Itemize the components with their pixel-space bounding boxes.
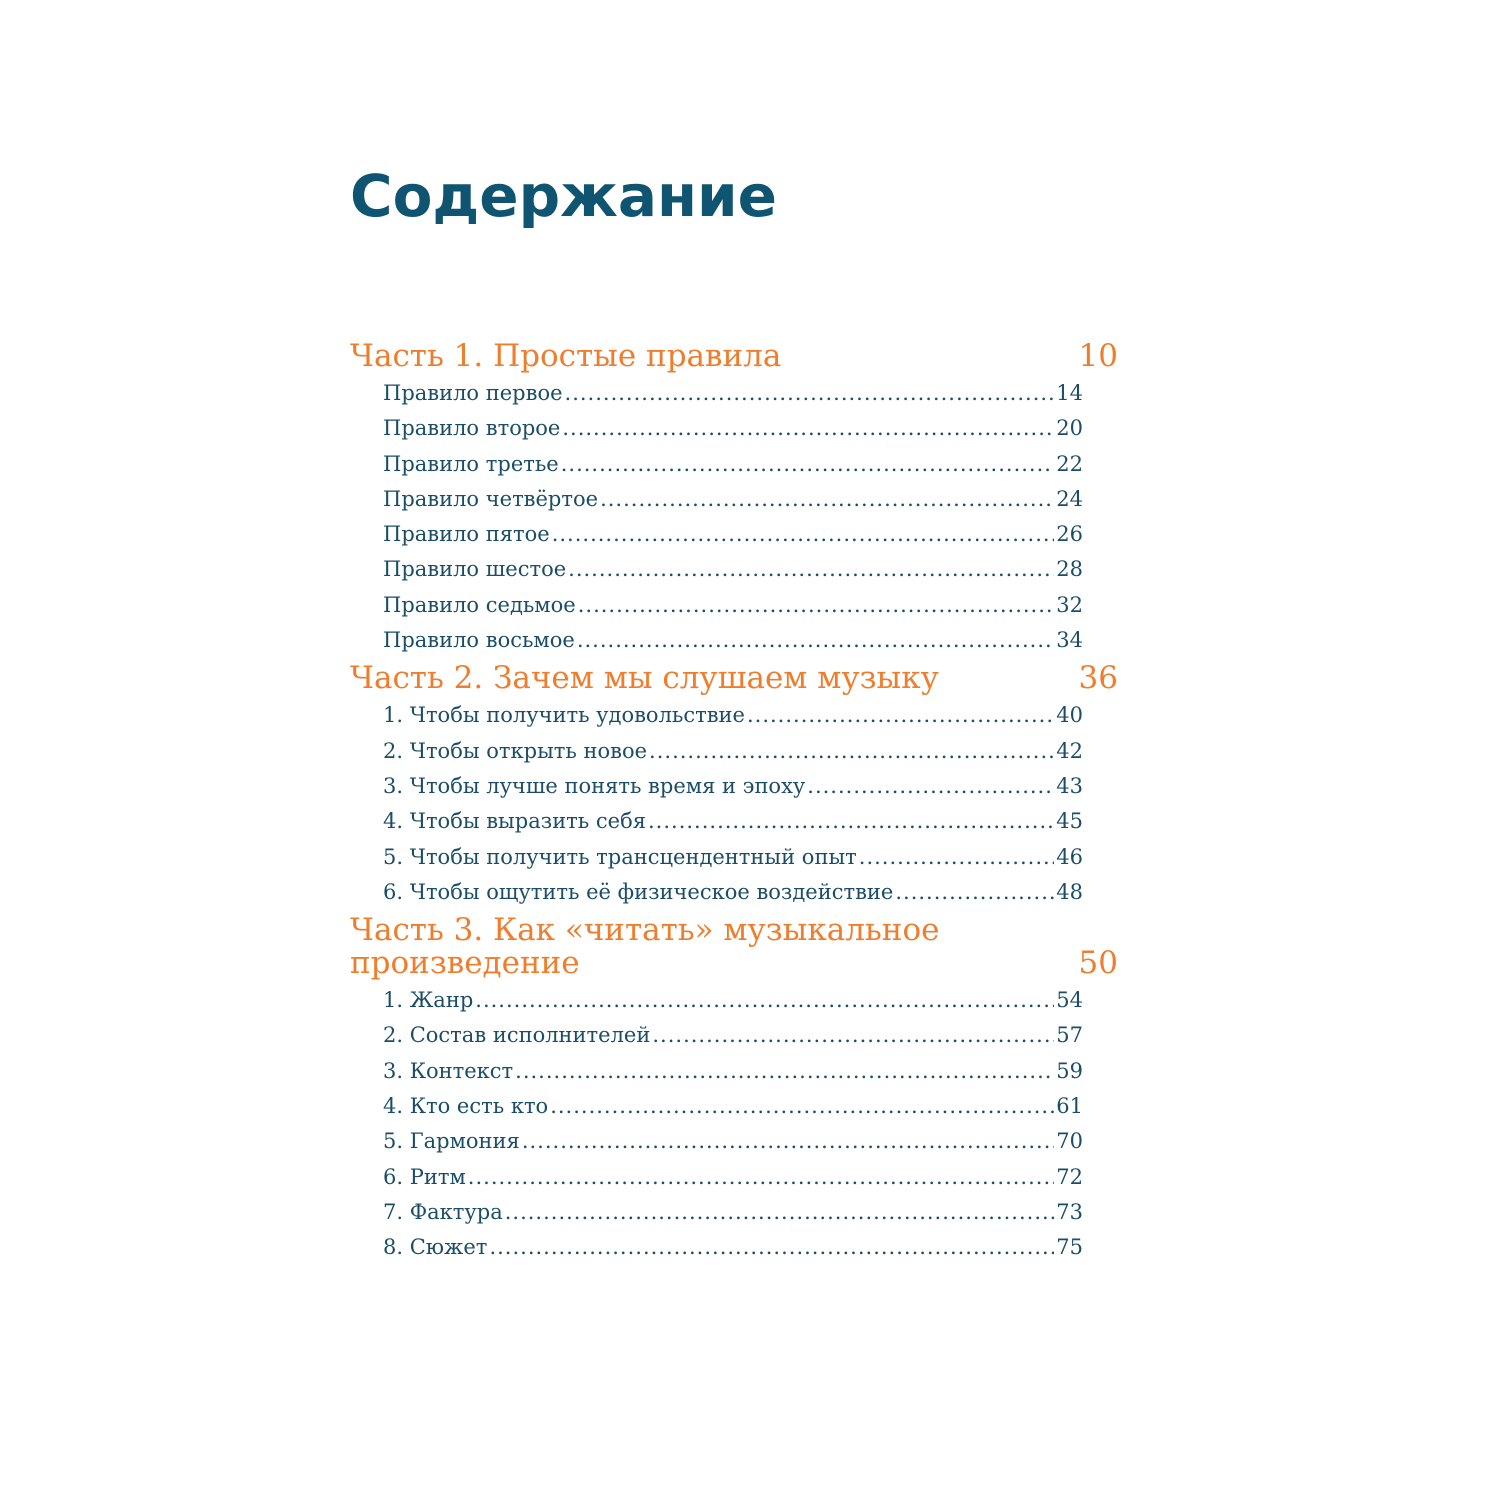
toc-part-2 xyxy=(350,662,1118,910)
toc-entry[interactable] xyxy=(383,1195,1083,1230)
toc-entry[interactable] xyxy=(383,1018,1083,1053)
dot-leader xyxy=(565,376,1055,411)
entry-list xyxy=(350,376,1118,658)
part-page-number: 10 xyxy=(1078,338,1118,374)
dot-leader xyxy=(550,1089,1054,1124)
dot-leader xyxy=(747,698,1054,733)
entry-label: 2. Чтобы открыть новое xyxy=(383,738,648,763)
entry-page-number: 48 xyxy=(1056,879,1083,904)
toc-entry[interactable] xyxy=(383,552,1083,587)
entry-label: 8. Сюжет xyxy=(383,1235,488,1260)
part-heading[interactable] xyxy=(350,662,1118,695)
dot-leader xyxy=(895,875,1054,910)
entry-page-number: 43 xyxy=(1056,773,1083,798)
entry-page-number: 26 xyxy=(1056,522,1083,547)
part-page-number: 36 xyxy=(1078,660,1118,697)
entry-label: 3. Чтобы лучше понять время и эпоху xyxy=(383,773,806,798)
toc-entry[interactable] xyxy=(383,1124,1083,1159)
toc-entry[interactable] xyxy=(383,983,1083,1018)
entry-label: 1. Чтобы получить удовольствие xyxy=(383,703,745,728)
entry-list xyxy=(350,983,1118,1265)
entry-page-number: 75 xyxy=(1056,1235,1083,1260)
toc-entry[interactable] xyxy=(383,376,1083,411)
entry-label: 3. Контекст xyxy=(383,1058,514,1083)
part-title: Часть 3. Как «читать» музыкальное произведение xyxy=(350,912,940,982)
entry-page-number: 46 xyxy=(1056,844,1083,869)
dot-leader xyxy=(561,447,1055,482)
entry-label: Правило шестое xyxy=(383,557,567,582)
entry-label: Правило седьмое xyxy=(383,592,576,617)
dot-leader xyxy=(578,588,1055,623)
toc-entry[interactable] xyxy=(383,447,1083,482)
entry-label: 6. Чтобы ощутить её физическое воздействие xyxy=(383,879,894,904)
entry-label: 4. Чтобы выразить себя xyxy=(383,809,646,834)
entry-page-number: 42 xyxy=(1056,738,1083,763)
toc-entry[interactable] xyxy=(383,769,1083,804)
entry-label: 2. Состав исполнителей xyxy=(383,1023,651,1048)
entry-label: 1. Жанр xyxy=(383,988,474,1013)
entry-label: Правило восьмое xyxy=(383,628,575,653)
toc-part-3 xyxy=(350,914,1118,1265)
dot-leader xyxy=(468,1160,1054,1195)
entry-label: 4. Кто есть кто xyxy=(383,1094,549,1119)
toc-part-1 xyxy=(350,340,1118,658)
entry-page-number: 59 xyxy=(1056,1058,1083,1083)
dot-leader xyxy=(600,482,1054,517)
entry-label: Правило первое xyxy=(383,381,563,405)
part-page-number: 50 xyxy=(1078,945,1118,982)
dot-leader xyxy=(807,769,1054,804)
entry-label: 6. Ритм xyxy=(383,1164,466,1189)
entry-label: Правило третье xyxy=(383,451,559,476)
entry-list xyxy=(350,698,1118,910)
dot-leader xyxy=(649,734,1054,769)
entry-page-number: 72 xyxy=(1056,1164,1083,1189)
entry-page-number: 61 xyxy=(1056,1094,1083,1119)
toc-entry[interactable] xyxy=(383,411,1083,446)
toc-entry[interactable] xyxy=(383,875,1083,910)
entry-page-number: 20 xyxy=(1056,416,1083,441)
part-title: Часть 2. Зачем мы слушаем музыку xyxy=(350,660,939,697)
toc-entry[interactable] xyxy=(383,734,1083,769)
entry-label: Правило второе xyxy=(383,416,561,441)
page-title: Содержание xyxy=(350,162,778,230)
entry-page-number: 57 xyxy=(1056,1023,1083,1048)
dot-leader xyxy=(652,1018,1054,1053)
entry-label: Правило пятое xyxy=(383,522,550,547)
dot-leader xyxy=(522,1124,1054,1159)
dot-leader xyxy=(859,840,1054,875)
entry-page-number: 45 xyxy=(1056,809,1083,834)
toc-entry[interactable] xyxy=(383,1089,1083,1124)
entry-page-number: 28 xyxy=(1056,557,1083,582)
part-heading[interactable] xyxy=(350,914,1118,980)
entry-page-number: 73 xyxy=(1056,1199,1083,1224)
toc-entry[interactable] xyxy=(383,482,1083,517)
entry-page-number: 54 xyxy=(1056,988,1083,1013)
entry-page-number: 34 xyxy=(1056,628,1083,653)
entry-label: Правило четвёртое xyxy=(383,486,599,511)
dot-leader xyxy=(505,1195,1055,1230)
dot-leader xyxy=(489,1230,1054,1265)
toc-entry[interactable] xyxy=(383,1230,1083,1265)
entry-page-number: 70 xyxy=(1056,1129,1083,1154)
part-heading[interactable] xyxy=(350,340,1118,373)
entry-label: 5. Чтобы получить трансцендентный опыт xyxy=(383,844,857,869)
entry-page-number: 14 xyxy=(1056,381,1083,405)
entry-page-number: 22 xyxy=(1056,451,1083,476)
toc-entry[interactable] xyxy=(383,698,1083,733)
toc-entry[interactable] xyxy=(383,623,1083,658)
entry-label: 5. Гармония xyxy=(383,1129,520,1154)
table-of-contents xyxy=(350,340,1118,1270)
entry-page-number: 24 xyxy=(1056,486,1083,511)
toc-entry[interactable] xyxy=(383,1054,1083,1089)
dot-leader xyxy=(648,804,1054,839)
dot-leader xyxy=(515,1054,1054,1089)
toc-entry[interactable] xyxy=(383,840,1083,875)
toc-entry[interactable] xyxy=(383,517,1083,552)
dot-leader xyxy=(475,983,1054,1018)
dot-leader xyxy=(562,411,1054,446)
toc-entry[interactable] xyxy=(383,588,1083,623)
dot-leader xyxy=(552,517,1055,552)
dot-leader xyxy=(568,552,1054,587)
part-title: Часть 1. Простые правила xyxy=(350,338,782,374)
entry-page-number: 32 xyxy=(1056,592,1083,617)
toc-entry[interactable] xyxy=(383,1160,1083,1195)
entry-page-number: 40 xyxy=(1056,703,1083,728)
toc-entry[interactable] xyxy=(383,804,1083,839)
entry-label: 7. Фактура xyxy=(383,1199,503,1224)
dot-leader xyxy=(577,623,1054,658)
